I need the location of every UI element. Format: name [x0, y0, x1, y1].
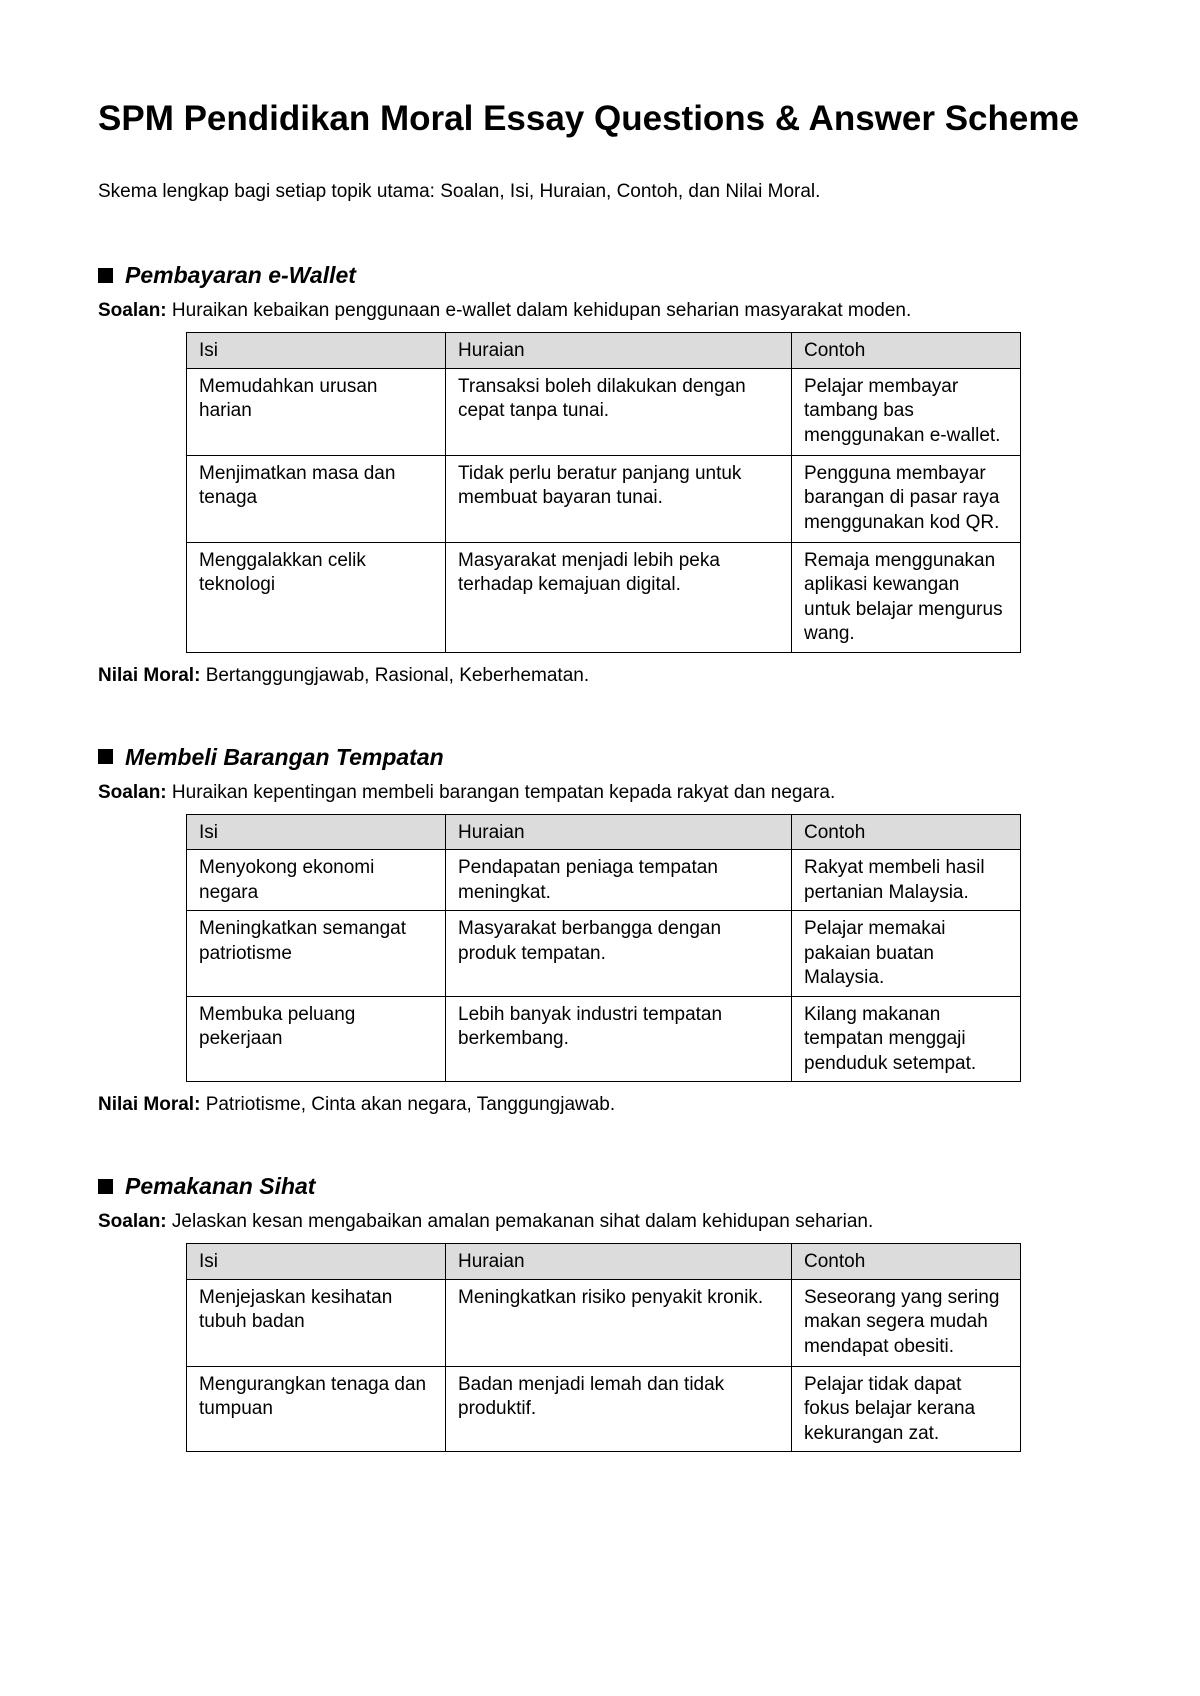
column-header-huraian: Huraian [446, 814, 792, 850]
table-row [187, 1366, 1021, 1452]
answer-table [186, 814, 1021, 1083]
page-subtitle: Skema lengkap bagi setiap topik utama: Soalan, Isi, Huraian, Contoh, dan Nilai Moral. [98, 181, 821, 202]
question-text: Huraikan kebaikan penggunaan e-wallet dalam kehidupan seharian masyarakat moden. [171, 300, 912, 321]
table-cell-isi: Menjimatkan masa dan tenaga [187, 455, 446, 542]
document-page [98, 96, 1102, 1452]
moral-values-line [98, 1093, 1102, 1117]
table-header-row [187, 333, 1021, 369]
moral-values-text: Bertanggungjawab, Rasional, Keberhematan. [205, 664, 590, 686]
table-row [187, 850, 1021, 911]
section-ewallet [98, 260, 1102, 688]
section-heading [98, 742, 1102, 772]
table-row [187, 996, 1021, 1082]
moral-values-text: Patriotisme, Cinta akan negara, Tanggungjawab. [205, 1094, 616, 1115]
section-heading [98, 260, 1102, 290]
section-barangan-tempatan [98, 742, 1102, 1118]
table-cell-isi: Menyokong ekonomi negara [187, 850, 446, 911]
table-cell-contoh: Rakyat membeli hasil pertanian Malaysia. [792, 850, 1021, 911]
table-header-row [187, 814, 1021, 850]
page-title: SPM Pendidikan Moral Essay Questions & Answer Scheme [98, 99, 1079, 138]
column-header-huraian: Huraian [446, 333, 792, 369]
table-cell-isi: Meningkatkan semangat patriotisme [187, 911, 446, 997]
moral-label: Nilai Moral: [98, 664, 201, 686]
table-row [187, 542, 1021, 652]
question-line [98, 299, 1102, 323]
table-cell-contoh: Pelajar tidak dapat fokus belajar kerana kekurangan zat. [792, 1366, 1021, 1452]
table-cell-huraian: Masyarakat berbangga dengan produk tempatan. [446, 911, 792, 997]
square-bullet-icon [98, 1179, 113, 1194]
answer-table [186, 1243, 1021, 1452]
question-label: Soalan: [98, 300, 167, 321]
table-cell-huraian: Meningkatkan risiko penyakit kronik. [446, 1279, 792, 1366]
column-header-contoh: Contoh [792, 1244, 1021, 1280]
question-label: Soalan: [98, 1211, 167, 1232]
moral-values-line [98, 664, 1102, 688]
table-cell-isi: Menjejaskan kesihatan tubuh badan [187, 1279, 446, 1366]
table-header-row [187, 1244, 1021, 1280]
table-cell-isi: Menggalakkan celik teknologi [187, 542, 446, 652]
question-line [98, 1210, 1102, 1234]
column-header-isi: Isi [187, 333, 446, 369]
table-cell-huraian: Tidak perlu beratur panjang untuk membuat bayaran tunai. [446, 455, 792, 542]
table-cell-contoh: Remaja menggunakan aplikasi kewangan untuk belajar mengurus wang. [792, 542, 1021, 652]
section-heading-text: Pemakanan Sihat [125, 1173, 316, 1199]
section-heading-text: Membeli Barangan Tempatan [125, 743, 444, 770]
table-row [187, 368, 1021, 455]
table-row [187, 1279, 1021, 1366]
table-cell-contoh: Kilang makanan tempatan menggaji penduduk setempat. [792, 996, 1021, 1082]
answer-table [186, 332, 1021, 653]
column-header-contoh: Contoh [792, 814, 1021, 850]
square-bullet-icon [98, 268, 113, 283]
table-row [187, 455, 1021, 542]
table-cell-contoh: Pengguna membayar barangan di pasar raya menggunakan kod QR. [792, 455, 1021, 542]
section-heading-text: Pembayaran e-Wallet [125, 262, 356, 288]
square-bullet-icon [98, 749, 113, 764]
question-text: Huraikan kepentingan membeli barangan tempatan kepada rakyat dan negara. [171, 781, 836, 803]
table-cell-isi: Memudahkan urusan harian [187, 368, 446, 455]
section-pemakanan-sihat [98, 1171, 1102, 1452]
column-header-isi: Isi [187, 814, 446, 850]
table-cell-huraian: Pendapatan peniaga tempatan meningkat. [446, 850, 792, 911]
table-cell-huraian: Masyarakat menjadi lebih peka terhadap kemajuan digital. [446, 542, 792, 652]
question-text: Jelaskan kesan mengabaikan amalan pemakanan sihat dalam kehidupan seharian. [171, 1211, 874, 1232]
question-label: Soalan: [98, 781, 167, 803]
section-heading [98, 1171, 1102, 1201]
table-cell-huraian: Transaksi boleh dilakukan dengan cepat tanpa tunai. [446, 368, 792, 455]
question-line [98, 781, 1102, 805]
table-cell-contoh: Pelajar memakai pakaian buatan Malaysia. [792, 911, 1021, 997]
table-row [187, 911, 1021, 997]
column-header-isi: Isi [187, 1244, 446, 1280]
table-cell-isi: Membuka peluang pekerjaan [187, 996, 446, 1082]
table-cell-contoh: Seseorang yang sering makan segera mudah mendapat obesiti. [792, 1279, 1021, 1366]
column-header-contoh: Contoh [792, 333, 1021, 369]
table-cell-contoh: Pelajar membayar tambang bas menggunakan e-wallet. [792, 368, 1021, 455]
moral-label: Nilai Moral: [98, 1094, 201, 1115]
table-cell-isi: Mengurangkan tenaga dan tumpuan [187, 1366, 446, 1452]
table-cell-huraian: Badan menjadi lemah dan tidak produktif. [446, 1366, 792, 1452]
table-cell-huraian: Lebih banyak industri tempatan berkembang. [446, 996, 792, 1082]
column-header-huraian: Huraian [446, 1244, 792, 1280]
